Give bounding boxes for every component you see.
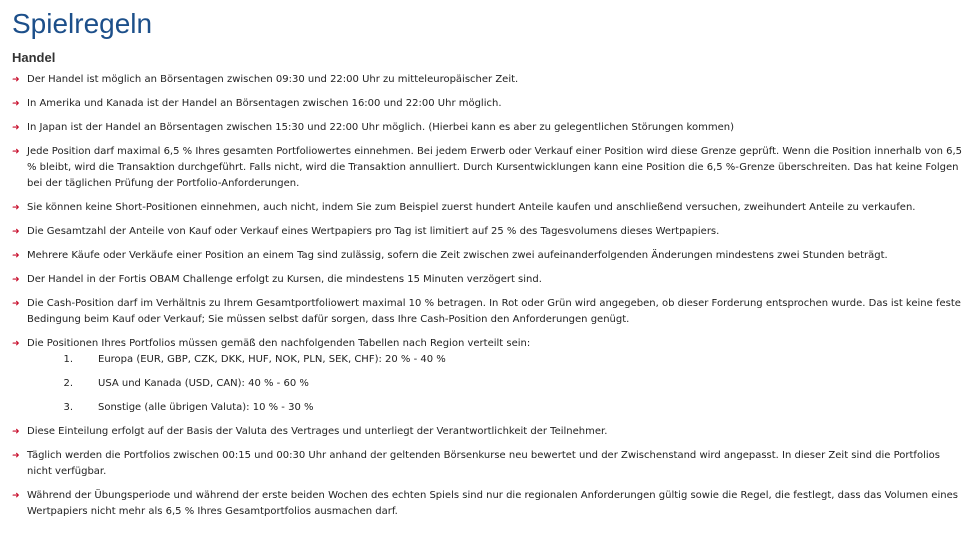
red-arrow-icon: ➜ bbox=[12, 491, 20, 501]
list-item bbox=[12, 296, 963, 328]
rule-text: Während der Übungsperiode und während der erste beiden Wochen des echten Spiels sind nur die regionalen Anforderungen gültig sowie die Regel, die festlegt, dass das Volumen eines Wertpapiers nicht mehr als 6,5 % Ihres Gesamtportfolios ausmachen darf. bbox=[27, 490, 958, 517]
red-arrow-icon: ➜ bbox=[12, 451, 20, 461]
rule-text: Diese Einteilung erfolgt auf der Basis der Valuta des Vertrages und unterliegt der Verantwortlichkeit der Teilnehmer. bbox=[27, 426, 608, 437]
list-item bbox=[12, 248, 963, 264]
region-text: USA und Kanada (USD, CAN): 40 % - 60 % bbox=[98, 378, 309, 389]
red-arrow-icon: ➜ bbox=[12, 427, 20, 437]
list-item bbox=[12, 424, 963, 440]
region-text: Europa (EUR, GBP, CZK, DKK, HUF, NOK, PLN, SEK, CHF): 20 % - 40 % bbox=[98, 354, 446, 365]
rule-text: Täglich werden die Portfolios zwischen 00:15 und 00:30 Uhr anhand der geltenden Börsenkurse neu bewertet und der Zwischenstand wird angepasst. In dieser Zeit sind die Portfolios nicht verfügbar. bbox=[27, 450, 940, 477]
list-item bbox=[12, 224, 963, 240]
rule-text: Die Gesamtzahl der Anteile von Kauf oder Verkauf eines Wertpapiers pro Tag ist limitiert auf 25 % des Tagesvolumens dieses Wertpapiers. bbox=[27, 226, 720, 237]
list-item bbox=[12, 200, 963, 216]
region-list bbox=[27, 352, 963, 416]
rule-text: Mehrere Käufe oder Verkäufe einer Position an einem Tag sind zulässig, sofern die Zeit zwischen zwei aufeinanderfolgenden Änderungen mindestens zwei Stunden beträgt. bbox=[27, 250, 888, 261]
section-heading: Handel bbox=[12, 50, 56, 65]
red-arrow-icon: ➜ bbox=[12, 299, 20, 309]
red-arrow-icon: ➜ bbox=[12, 99, 20, 109]
list-item bbox=[12, 336, 963, 416]
red-arrow-icon: ➜ bbox=[12, 275, 20, 285]
list-item bbox=[12, 144, 963, 192]
region-item bbox=[27, 400, 963, 416]
red-arrow-icon: ➜ bbox=[12, 227, 20, 237]
rule-text: Sie können keine Short-Positionen einnehmen, auch nicht, indem Sie zum Beispiel zuerst hundert Anteile kaufen und anschließend versuchen, zweihundert Anteile zu verkaufen. bbox=[27, 202, 916, 213]
rule-text: Die Cash-Position darf im Verhältnis zu Ihrem Gesamtportfoliowert maximal 10 % betragen. In Rot oder Grün wird angegeben, ob dieser Forderung entsprochen wurde. Das ist keine feste Bedingung beim Kauf oder Verkauf; Sie müssen selbst dafür sorgen, dass Ihre Cash-Position den Anforderungen genügt. bbox=[27, 298, 961, 325]
rule-text: Jede Position darf maximal 6,5 % Ihres gesamten Portfoliowertes einnehmen. Bei jedem Erwerb oder Verkauf einer Position wird diese Grenze geprüft. Wenn die Position innerhalb von 6,5 % bleibt, wird die Transaktion durchgeführt. Falls nicht, wird die Transaktion annulliert. Durch Kursentwicklungen kann eine Position die 6,5 %-Grenze überschreiten. Das hat keine Folgen bei der täglichen Prüfung der Portfolio-Anforderungen. bbox=[27, 146, 963, 189]
list-item bbox=[12, 488, 963, 520]
list-item bbox=[12, 120, 963, 136]
red-arrow-icon: ➜ bbox=[12, 339, 20, 349]
region-number: 2. bbox=[63, 378, 73, 389]
red-arrow-icon: ➜ bbox=[12, 203, 20, 213]
region-item bbox=[27, 376, 963, 392]
rules-list bbox=[12, 72, 963, 520]
rule-text: Der Handel ist möglich an Börsentagen zwischen 09:30 und 22:00 Uhr zu mitteleuropäischer Zeit. bbox=[27, 74, 519, 85]
region-text: Sonstige (alle übrigen Valuta): 10 % - 30 % bbox=[98, 402, 314, 413]
rule-text: Die Positionen Ihres Portfolios müssen gemäß den nachfolgenden Tabellen nach Region verteilt sein: bbox=[27, 338, 531, 349]
list-item bbox=[12, 72, 963, 88]
rule-text: In Amerika und Kanada ist der Handel an Börsentagen zwischen 16:00 und 22:00 Uhr möglich. bbox=[27, 98, 502, 109]
list-item bbox=[12, 96, 963, 112]
red-arrow-icon: ➜ bbox=[12, 75, 20, 85]
rule-text: Der Handel in der Fortis OBAM Challenge erfolgt zu Kursen, die mindestens 15 Minuten verzögert sind. bbox=[27, 274, 542, 285]
region-number: 3. bbox=[63, 402, 73, 413]
rule-text: In Japan ist der Handel an Börsentagen zwischen 15:30 und 22:00 Uhr möglich. (Hierbei kann es aber zu gelegentlichen Störungen kommen) bbox=[27, 122, 734, 133]
page-title: Spielregeln bbox=[12, 8, 153, 39]
region-number: 1. bbox=[63, 354, 73, 365]
list-item bbox=[12, 272, 963, 288]
red-arrow-icon: ➜ bbox=[12, 251, 20, 261]
red-arrow-icon: ➜ bbox=[12, 147, 20, 157]
list-item bbox=[12, 448, 963, 480]
region-item bbox=[27, 352, 963, 368]
red-arrow-icon: ➜ bbox=[12, 123, 20, 133]
